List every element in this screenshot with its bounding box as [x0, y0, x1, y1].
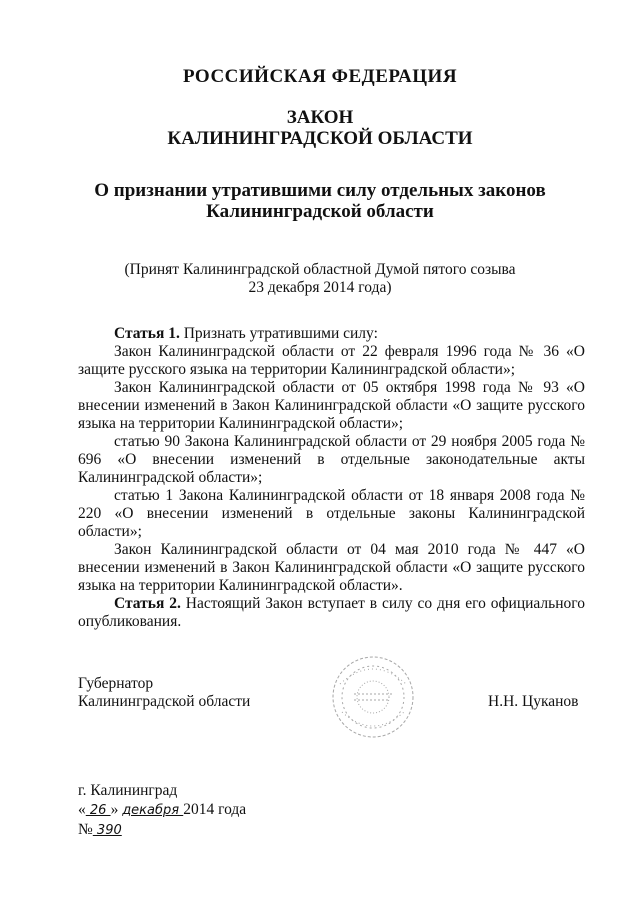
article-2-label: Статья 2. [114, 595, 181, 612]
governor-title-line2: Калининградской области [78, 693, 251, 710]
country-heading: РОССИЙСКАЯ ФЕДЕРАЦИЯ [182, 66, 458, 87]
document-footer [78, 781, 246, 840]
signing-city: г. Калининград [78, 782, 178, 799]
date-close-quote: » [110, 801, 123, 818]
article-1-item: Закон Калининградской области от 04 мая 2010 года № 447 «О внесении изменений в Закон Калининградской области «О защите русского языка на территории Калининградской области». [78, 541, 585, 594]
date-month: декабря [122, 803, 184, 818]
article-1-lead [78, 325, 585, 343]
adoption-note-line1: (Принят Калининградской областной Думой пятого созыва [124, 261, 516, 278]
article-1-item: статью 1 Закона Калининградской области от 18 января 2008 года № 220 «О внесении изменений в отдельные законы Калининградской области»; [78, 487, 585, 540]
governor-name: Н.Н. Цуканов [488, 693, 579, 710]
number-value: 390 [92, 823, 122, 838]
article-1-lead-text: Признать утратившими силу: [179, 325, 378, 342]
article-2-text: Настоящий Закон вступает в силу со дня его официального опубликования. [78, 595, 585, 630]
article-1-item: Закон Калининградской области от 22 февраля 1996 года № 36 «О защите русского языка на территории Калининградской области»; [78, 343, 585, 378]
adoption-note-line2: 23 декабря 2014 года) [248, 279, 392, 296]
governor-title [78, 675, 250, 711]
law-title-line2: Калининградской области [206, 201, 434, 222]
signing-date [78, 800, 246, 820]
article-2 [78, 595, 585, 631]
number-label: № [78, 821, 93, 838]
date-year: 2014 года [183, 801, 247, 818]
article-1-item: статью 90 Закона Калининградской области от 29 ноября 2005 года № 696 «О внесении изменений в отдельные законодательные акты Калининградской области»; [78, 433, 585, 486]
law-number [78, 820, 246, 840]
date-open-quote: « [78, 801, 86, 818]
article-1-item: Закон Калининградской области от 05 октября 1998 года № 93 «О внесении изменений в Закон Калининградской области «О защите русского языка на территории Калининградской области»; [78, 379, 585, 432]
law-heading: ЗАКОН [286, 107, 354, 128]
official-seal-stamp [330, 654, 416, 740]
governor-title-line1: Губернатор [78, 675, 154, 692]
article-1-label: Статья 1. [114, 325, 180, 342]
law-body [78, 325, 585, 631]
region-heading: КАЛИНИНГРАДСКОЙ ОБЛАСТИ [167, 128, 473, 149]
date-day: 26 [85, 803, 111, 818]
law-title-line1: О признании утратившими силу отдельных законов [94, 180, 546, 201]
